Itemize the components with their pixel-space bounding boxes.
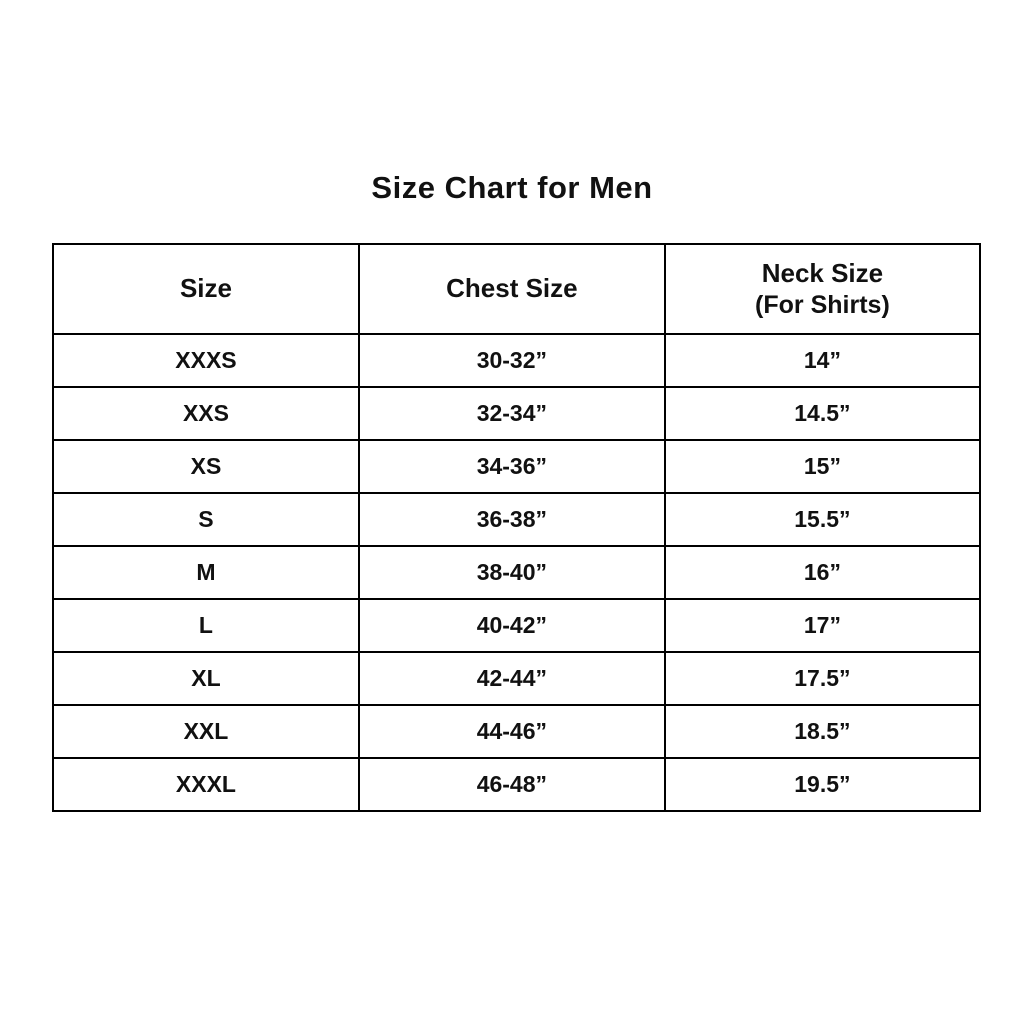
column-header <box>665 244 980 334</box>
table-cell: 44-46” <box>359 705 665 758</box>
table-row <box>53 546 980 599</box>
table-row <box>53 652 980 705</box>
column-header <box>53 244 359 334</box>
table-cell: XS <box>53 440 359 493</box>
table-cell: L <box>53 599 359 652</box>
table-cell: 17” <box>665 599 980 652</box>
table-cell: 30-32” <box>359 334 665 387</box>
table-cell: S <box>53 493 359 546</box>
table-body <box>53 334 980 811</box>
table-cell: 15” <box>665 440 980 493</box>
table-cell: 18.5” <box>665 705 980 758</box>
table-cell: 14” <box>665 334 980 387</box>
table-cell: M <box>53 546 359 599</box>
column-header <box>359 244 665 334</box>
table-cell: 40-42” <box>359 599 665 652</box>
table-row <box>53 334 980 387</box>
table-row <box>53 493 980 546</box>
column-header-label: Size <box>179 273 232 304</box>
table-cell: 17.5” <box>665 652 980 705</box>
table-cell: 15.5” <box>665 493 980 546</box>
table-cell: 38-40” <box>359 546 665 599</box>
column-header-sublabel: (For Shirts) <box>755 290 890 319</box>
table-cell: 19.5” <box>665 758 980 811</box>
table-cell: XXL <box>53 705 359 758</box>
table-row <box>53 705 980 758</box>
table-cell: 34-36” <box>359 440 665 493</box>
table-row <box>53 758 980 811</box>
size-table <box>52 243 981 812</box>
table-cell: XL <box>53 652 359 705</box>
table-cell: 32-34” <box>359 387 665 440</box>
page-title: Size Chart for Men <box>371 170 653 205</box>
column-header-label: Chest Size <box>446 273 578 304</box>
column-header-label: Neck Size <box>761 258 884 289</box>
table-row <box>53 387 980 440</box>
table-header-row <box>53 244 980 334</box>
table-cell: XXXS <box>53 334 359 387</box>
table-cell: 14.5” <box>665 387 980 440</box>
table-row <box>53 599 980 652</box>
table-cell: XXS <box>53 387 359 440</box>
table-cell: 16” <box>665 546 980 599</box>
table-cell: 36-38” <box>359 493 665 546</box>
table-row <box>53 440 980 493</box>
table-cell: 42-44” <box>359 652 665 705</box>
table-cell: 46-48” <box>359 758 665 811</box>
table-cell: XXXL <box>53 758 359 811</box>
